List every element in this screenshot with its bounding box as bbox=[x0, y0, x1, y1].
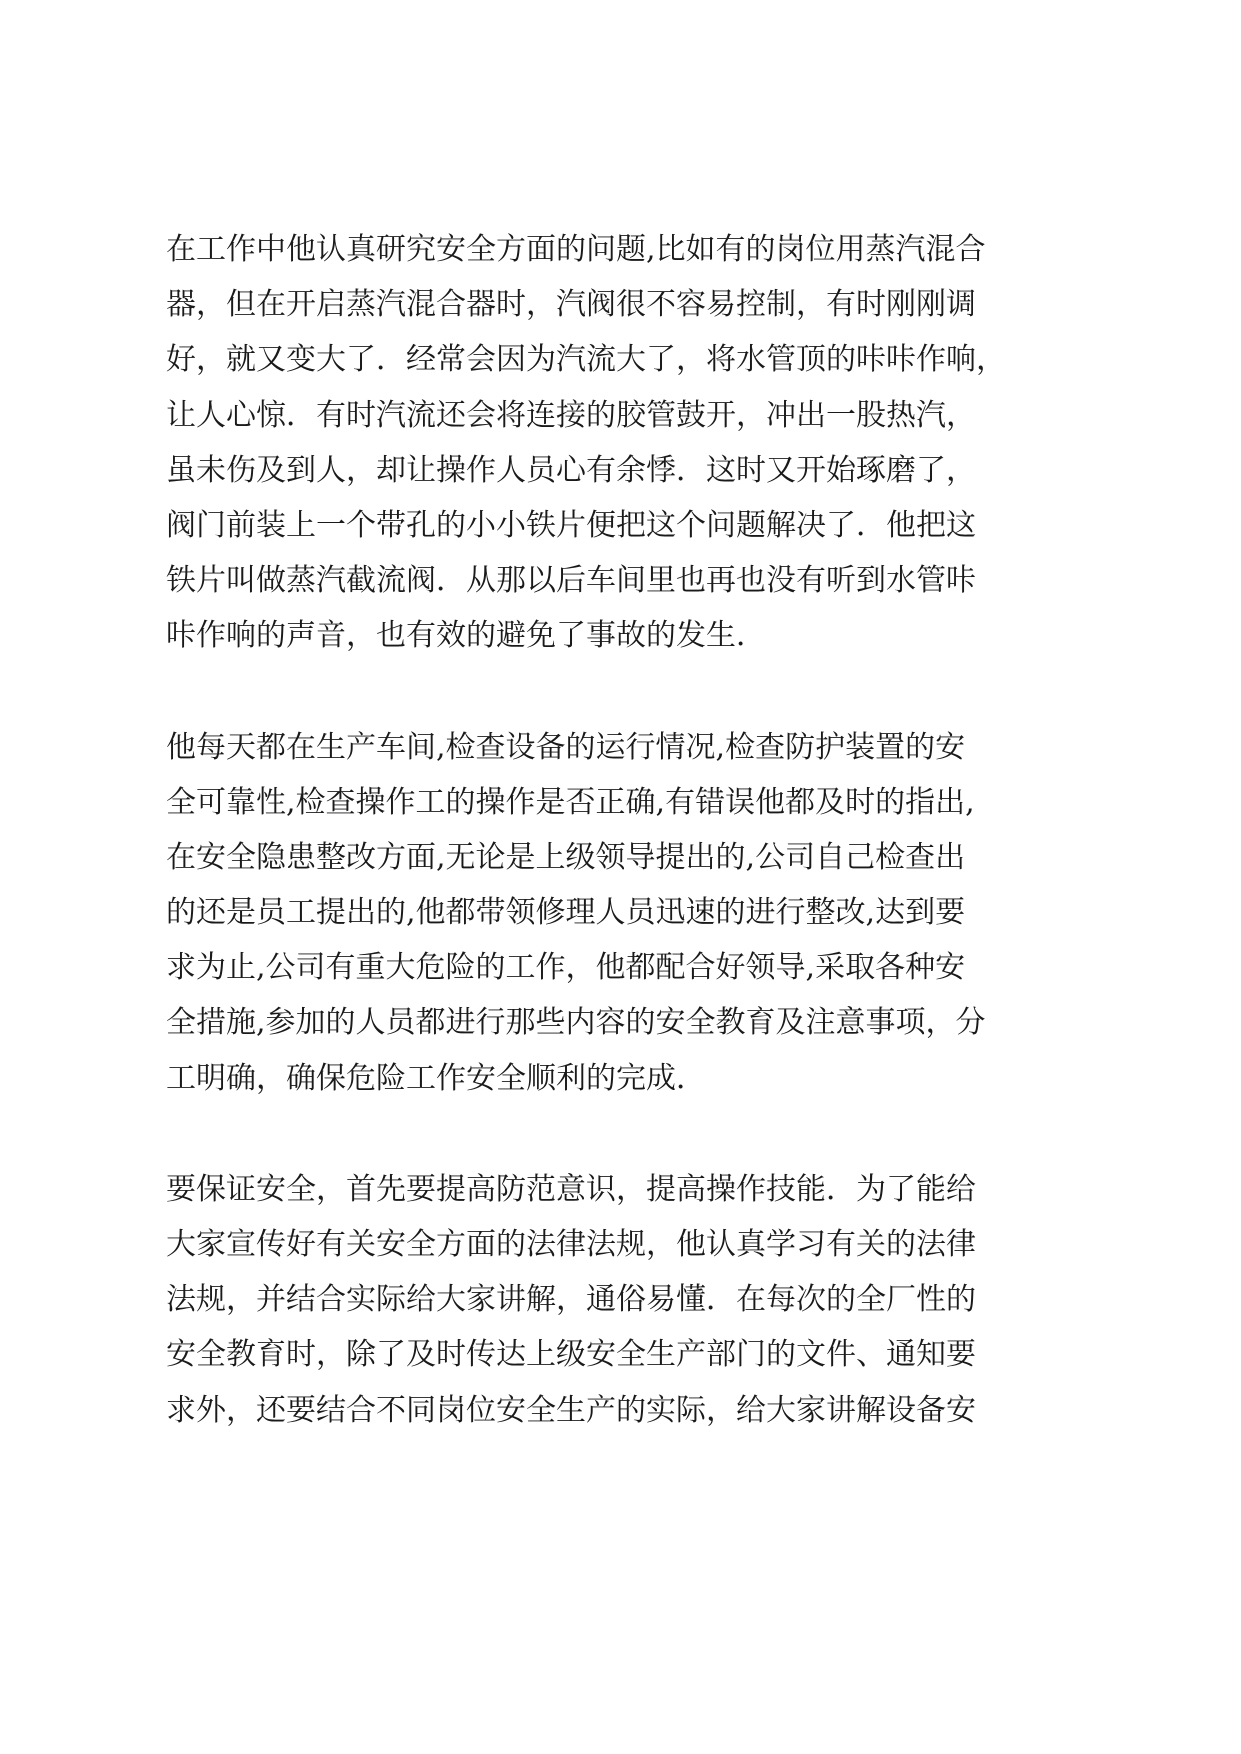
text-line: 的还是员工提出的,他都带领修理人员迅速的进行整改,达到要 bbox=[166, 895, 966, 931]
text-line: 要保证安全，首先要提高防范意识，提高操作技能．为了能给 bbox=[166, 1171, 976, 1207]
text-line: 法规，并结合实际给大家讲解，通俗易懂．在每次的全厂性的 bbox=[166, 1282, 976, 1318]
text-line: 器，但在开启蒸汽混合器时，汽阀很不容易控制，有时刚刚调 bbox=[166, 287, 976, 323]
paragraph-1 bbox=[166, 232, 1086, 674]
text-line: 全措施,参加的人员都进行那些内容的安全教育及注意事项，分 bbox=[166, 1005, 986, 1041]
paragraph-3 bbox=[166, 1172, 1086, 1448]
text-line: 安全教育时，除了及时传达上级安全生产部门的文件、通知要 bbox=[166, 1337, 976, 1373]
text-line: 在安全隐患整改方面,无论是上级领导提出的,公司自己检查出 bbox=[166, 839, 966, 875]
text-line: 阀门前装上一个带孔的小小铁片便把这个问题解决了．他把这 bbox=[166, 507, 976, 543]
text-line: 咔作响的声音，也有效的避免了事故的发生． bbox=[166, 618, 766, 654]
document-body bbox=[166, 232, 1086, 1504]
text-line: 铁片叫做蒸汽截流阀．从那以后车间里也再也没有听到水管咔 bbox=[166, 563, 976, 599]
text-line: 大家宣传好有关安全方面的法律法规，他认真学习有关的法律 bbox=[166, 1227, 976, 1262]
text-line: 求为止,公司有重大危险的工作，他都配合好领导,采取各种安 bbox=[166, 950, 966, 986]
text-line: 好，就又变大了．经常会因为汽流大了，将水管顶的咔咔作响， bbox=[166, 342, 1006, 378]
text-line: 在工作中他认真研究安全方面的问题,比如有的岗位用蒸汽混合 bbox=[166, 232, 986, 267]
text-line: 他每天都在生产车间,检查设备的运行情况,检查防护装置的安 bbox=[166, 729, 966, 765]
text-line: 虽未伤及到人，却让操作人员心有余悸．这时又开始琢磨了， bbox=[166, 452, 976, 488]
text-line: 让人心惊．有时汽流还会将连接的胶管鼓开，冲出一股热汽， bbox=[166, 397, 976, 433]
text-line: 工明确，确保危险工作安全顺利的完成． bbox=[166, 1060, 706, 1096]
paragraph-2 bbox=[166, 730, 1086, 1116]
text-line: 求外，还要结合不同岗位安全生产的实际，给大家讲解设备安 bbox=[166, 1392, 976, 1428]
text-line: 全可靠性,检查操作工的操作是否正确,有错误他都及时的指出, bbox=[166, 784, 975, 820]
